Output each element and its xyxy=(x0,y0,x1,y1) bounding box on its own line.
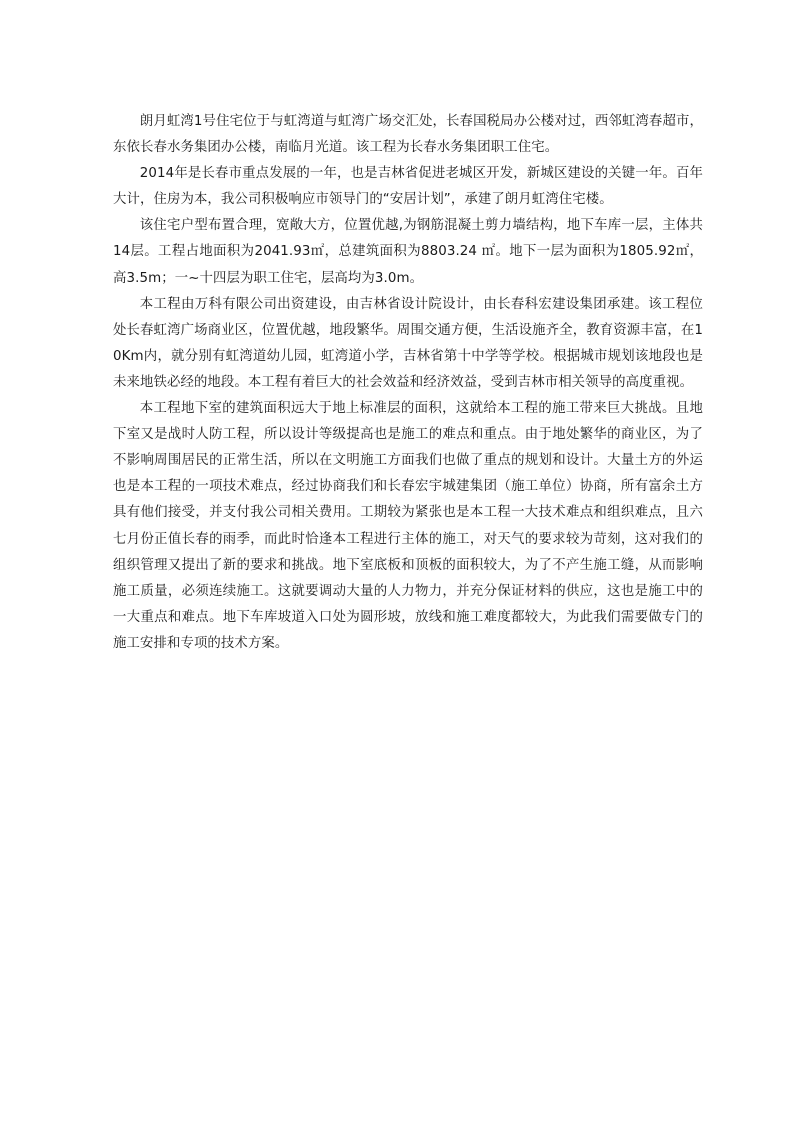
document-body xyxy=(113,109,703,657)
paragraph-location: 朗月虹湾1号住宅位于与虹湾道与虹湾广场交汇处，长春国税局办公楼对过，西邻虹湾春超市，东依长春水务集团办公楼，南临月光道。该工程为长春水务集团职工住宅。 xyxy=(113,114,703,156)
paragraph-challenges: 本工程地下室的建筑面积远大于地上标准层的面积，这就给本工程的施工带来巨大挑战。且地下室又是战时人防工程，所以设计等级提高也是施工的难点和重点。由于地处繁华的商业区，为了不影响周围居民的正常生活，所以在文明施工方面我们也做了重点的规划和设计。大量土方的外运也是本工程的一项技术难点，经过协商我们和长春宏宇城建集团（施工单位）协商，所有富余土方具有他们接受，并支付我公司相关费用。工期较为紧张也是本工程一大技术难点和组织难点，且六七月份正值长春的雨季，而此时恰逢本工程进行主体的施工，对天气的要求较为苛刻，这对我们的组织管理又提出了新的要求和挑战。地下室底板和顶板的面积较大，为了不产生施工缝，从而影响施工质量，必须连续施工。这就要调动大量的人力物力，并充分保证材料的供应，这也是施工中的一大重点和难点。地下车库坡道入口处为圆形坡，放线和施工难度都较大，为此我们需要做专门的施工安排和专项的技术方案。 xyxy=(113,401,703,651)
paragraph-background: 2014年是长春市重点发展的一年，也是吉林省促进老城区开发，新城区建设的关键一年。百年大计，住房为本，我公司积极响应市领导门的“安居计划”，承建了朗月虹湾住宅楼。 xyxy=(113,166,703,208)
paragraph-structure: 该住宅户型布置合理，宽敞大方，位置优越,为钢筋混凝土剪力墙结构，地下车库一层，主体共14层。工程占地面积为2041.93㎡，总建筑面积为8803.24 ㎡。地下一层为面积为1805.92㎡，高3.5m；一~十四层为职工住宅，层高均为3.0m。 xyxy=(113,218,703,286)
paragraph-parties: 本工程由万科有限公司出资建设，由吉林省设计院设计，由长春科宏建设集团承建。该工程位处长春虹湾广场商业区，位置优越，地段繁华。周围交通方便，生活设施齐全，教育资源丰富，在10Km内，就分别有虹湾道幼儿园，虹湾道小学，吉林省第十中学等学校。根据城市规划该地段也是未来地铁必经的地段。本工程有着巨大的社会效益和经济效益，受到吉林市相关领导的高度重视。 xyxy=(113,296,703,390)
